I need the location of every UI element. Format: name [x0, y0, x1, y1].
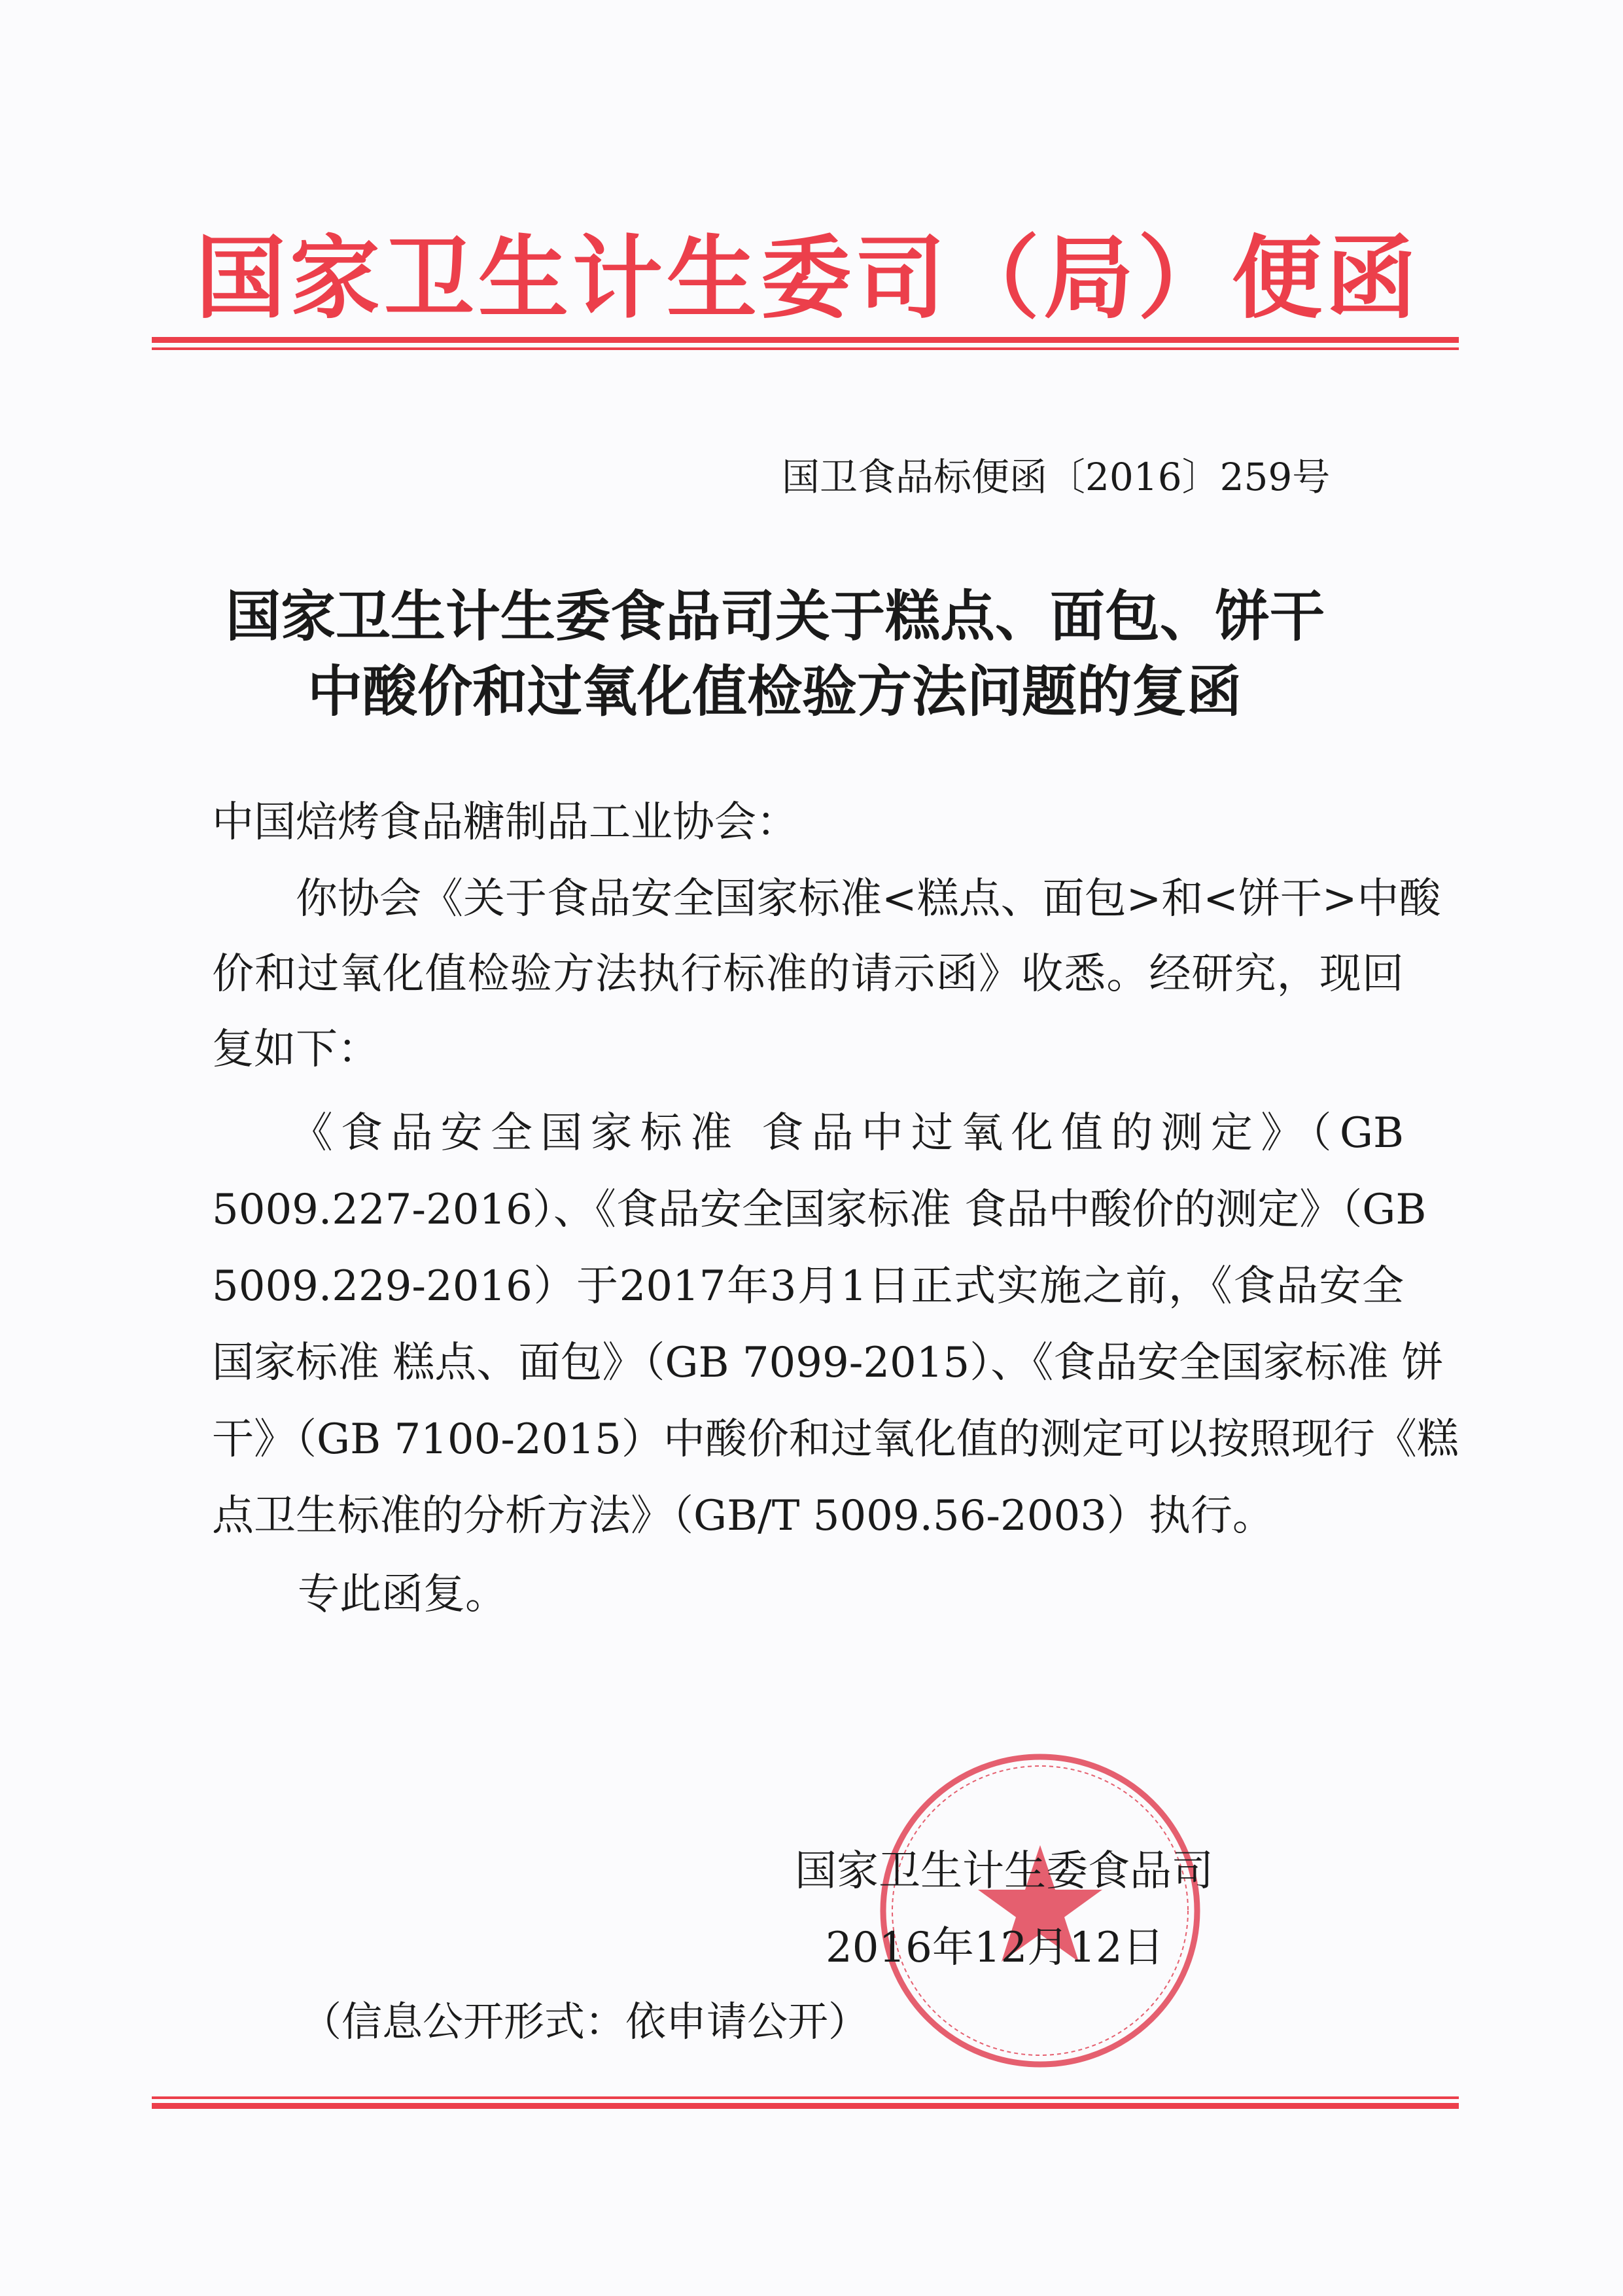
- letterhead-divider-thick: [152, 337, 1459, 343]
- body-line: 《食品安全国家标准 食品中过氧化值的测定》（GB: [212, 1109, 1404, 1157]
- official-seal: [870, 1747, 1210, 2074]
- body-line: 干》（GB 7100-2015）中酸价和过氧化值的测定可以按照现行《糕: [212, 1415, 1459, 1464]
- body-line: 国家标准 糕点、面包》（GB 7099-2015）、《食品安全国家标准 饼: [212, 1339, 1444, 1387]
- letterhead-title: 国家卫生计生委司（局）便函: [195, 224, 1420, 331]
- footer-divider-thick: [152, 2103, 1459, 2109]
- body-line: 复如下：: [212, 1025, 379, 1074]
- closing-remark: 专此函复。: [298, 1570, 507, 1619]
- signature-date: 2016年12月12日: [826, 1924, 1164, 1972]
- signature-organization: 国家卫生计生委食品司: [795, 1847, 1213, 1896]
- letterhead-divider-thin: [152, 347, 1459, 350]
- body-line: 价和过氧化值检验方法执行标准的请示函》收悉。经研究，现回: [212, 950, 1404, 998]
- document-title-line-1: 国家卫生计生委食品司关于糕点、面包、饼干: [226, 584, 1325, 648]
- document-title-line-2: 中酸价和过氧化值检验方法问题的复函: [307, 660, 1242, 724]
- document-number: 国卫食品标便函〔2016〕259号: [782, 455, 1331, 499]
- body-line: 5009.227-2016）、《食品安全国家标准 食品中酸价的测定》（GB: [212, 1186, 1427, 1234]
- disclosure-note: （信息公开形式：依申请公开）: [301, 1998, 869, 2045]
- salutation: 中国焙烤食品糖制品工业协会：: [212, 798, 798, 847]
- footer-divider-thin: [152, 2096, 1459, 2099]
- body-line: 你协会《关于食品安全国家标准<糕点、面包>和<饼干>中酸: [212, 875, 1441, 923]
- body-line: 5009.229-2016）于2017年3月1日正式实施之前，《食品安全: [212, 1262, 1404, 1311]
- body-line: 点卫生标准的分析方法》（GB/T 5009.56-2003）执行。: [212, 1492, 1274, 1540]
